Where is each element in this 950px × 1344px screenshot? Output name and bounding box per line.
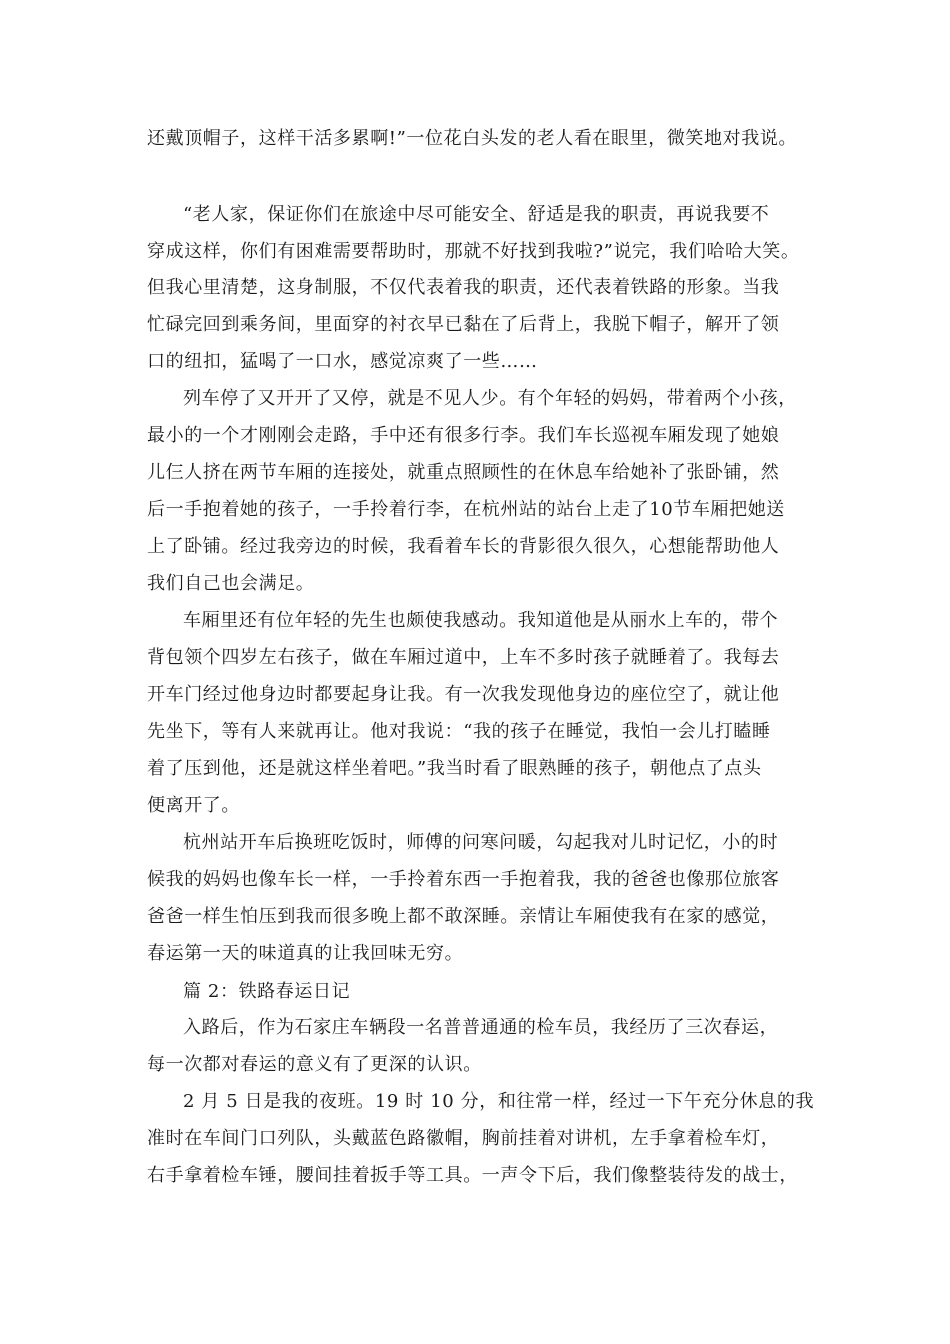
text-line: 还戴顶帽子，这样干活多累啊!”一位花白头发的老人看在眼里，微笑地对我说。 [147,128,798,149]
text-line: 口的纽扣，猛喝了一口水，感觉凉爽了一些…… [147,351,538,372]
text-line: 上了卧铺。经过我旁边的时候，我看着车长的背影很久很久，心想能帮助他人 [147,536,780,557]
text-line: 便离开了。 [147,795,240,816]
text-line: 最小的一个才刚刚会走路，手中还有很多行李。我们车长巡视车厢发现了她娘 [147,425,780,446]
text-line: 杭州站开车后换班吃饭时，师傅的问寒问暖，勾起我对儿时记忆，小的时 [183,832,779,853]
text-line: “老人家，保证你们在旅途中尽可能安全、舒适是我的职责，再说我要不 [183,204,770,225]
text-line: 穿成这样，你们有困难需要帮助时，那就不好找到我啦?”说完，我们哈哈大笑。 [147,241,800,262]
text-line: 春运第一天的味道真的让我回味无穷。 [147,943,464,964]
text-line: 但我心里清楚，这身制服，不仅代表着我的职责，还代表着铁路的形象。当我 [147,277,780,298]
text-line: 候我的妈妈也像车长一样，一手拎着东西一手抱着我，我的爸爸也像那位旅客 [147,869,780,890]
text-line: 爸爸一样生怕压到我而很多晚上都不敢深睡。亲情让车厢使我有在家的感觉， [147,906,780,927]
text-line: 儿仨人挤在两节车厢的连接处，就重点照顾性的在休息车给她补了张卧铺，然 [147,462,780,483]
section-heading: 篇 2：铁路春运日记 [183,981,351,1002]
text-line: 右手拿着检车锤，腰间挂着扳手等工具。一声令下后，我们像整装待发的战士， [147,1165,798,1186]
text-line: 入路后，作为石家庄车辆段一名普普通通的检车员，我经历了三次春运， [183,1017,779,1038]
text-line: 车厢里还有位年轻的先生也颇使我感动。我知道他是从丽水上车的，带个 [183,610,779,631]
text-line: 2 月 5 日是我的夜班。19 时 10 分，和往常一样，经过一下午充分休息的我 [183,1091,815,1112]
text-line: 着了压到他，还是就这样坐着吧。”我当时看了眼熟睡的孩子，朝他点了点头 [147,758,762,779]
text-line: 开车门经过他身边时都要起身让我。有一次我发现他身边的座位空了，就让他 [147,684,780,705]
text-line: 后一手抱着她的孩子，一手拎着行李，在杭州站的站台上走了10节车厢把她送 [147,499,785,520]
text-line: 背包领个四岁左右孩子，做在车厢过道中，上车不多时孩子就睡着了。我每去 [147,647,780,668]
text-line: 先坐下，等有人来就再让。他对我说：“我的孩子在睡觉，我怕一会儿打瞌睡 [147,721,771,742]
text-line: 准时在车间门口列队，头戴蓝色路徽帽，胸前挂着对讲机，左手拿着检车灯， [147,1128,780,1149]
text-line: 我们自己也会满足。 [147,573,315,594]
text-line: 忙碌完回到乘务间，里面穿的衬衣早已黏在了后背上，我脱下帽子，解开了领 [147,314,780,335]
text-line: 每一次都对春运的意义有了更深的认识。 [147,1054,482,1075]
text-line: 列车停了又开开了又停，就是不见人少。有个年轻的妈妈，带着两个小孩， [183,388,797,409]
